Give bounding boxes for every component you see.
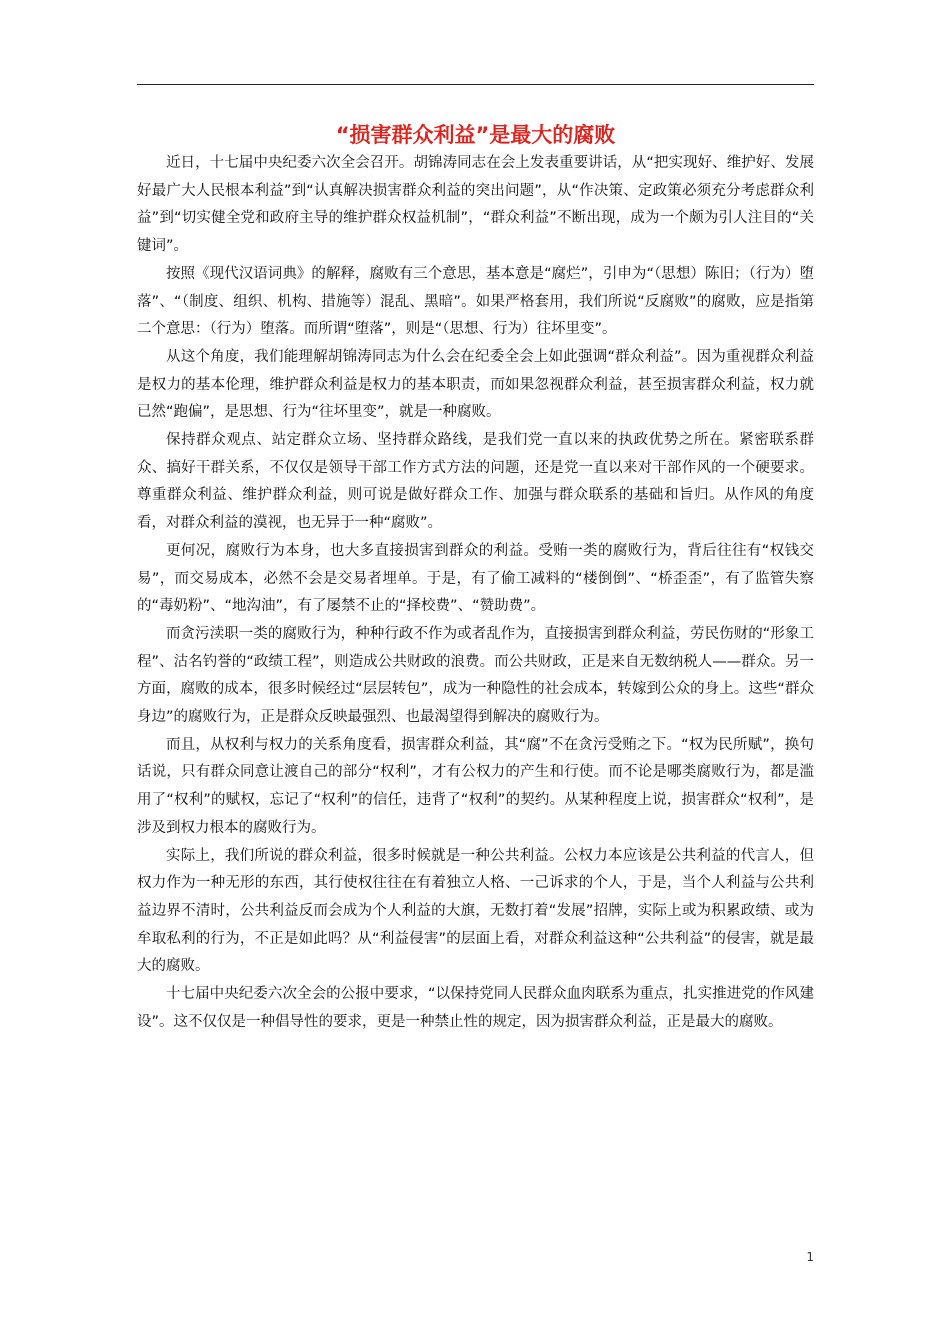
paragraph-8: 实际上，我们所说的群众利益，很多时候就是一种公共利益。公权力本应该是公共利益的代言人，但权力作为一种无形的东西，其行使权往往在有着独立人格、一己诉求的个人，于是，当个人利益与公共利益边界不清时，公共利益反而会成为个人利益的大旗，无数打着“发展”招牌，实际上或为积累政绩、或为牟取私利的行为，不正是如此吗？从“利益侵害”的层面上看，对群众利益这种“公共利益”的侵害，就是最大的腐败。 — [137, 847, 814, 975]
paragraph-6: 而贪污渎职一类的腐败行为，种种行政不作为或者乱作为，直接损害到群众利益，劳民伤财的“形象工程”、沽名钓誉的“政绩工程”，则造成公共财政的浪费。而公共财政，正是来自无数纳税人——群众。另一方面，腐败的成本，很多时候经过“层层转包”，成为一种隐性的社会成本，转嫁到公众的身上。这些“群众身边”的腐败行为，正是群众反映最强烈、也最渴望得到解决的腐败行为。 — [137, 625, 814, 726]
paragraph-1: 近日，十七届中央纪委六次全会召开。胡锦涛同志在会上发表重要讲话，从“把实现好、维护好、发展好最广大人民根本利益”到“认真解决损害群众利益的突出问题”，从“作决策、定政策必须充分考虑群众利益”到“切实健全党和政府主导的维护群众权益机制”，“群众利益”不断出现，成为一个颇为引人注目的“关键词”。 — [137, 155, 814, 255]
paragraph-3: 从这个角度，我们能理解胡锦涛同志为什么会在纪委全会上如此强调“群众利益”。因为重视群众利益是权力的基本伦理，维护群众利益是权力的基本职责，而如果忽视群众利益，甚至损害群众利益，权力就已然“跑偏”，是思想、行为“往坏里变”，就是一种腐败。 — [137, 348, 814, 421]
paragraph-4: 保持群众观点、站定群众立场、坚持群众路线，是我们党一直以来的执政优势之所在。紧密联系群众、搞好干群关系，不仅仅是领导干部工作方式方法的问题，还是党一直以来对干部作风的一个硬要求。尊重群众利益、维护群众利益，则可说是做好群众工作、加强与群众联系的基础和旨归。从作风的角度看，对群众利益的漠视，也无异于一种“腐败”。 — [137, 432, 814, 532]
document-title: “损害群众利益”是最大的腐败 — [335, 123, 616, 147]
paragraph-2: 按照《现代汉语词典》的解释，腐败有三个意思，基本意是“腐烂”，引申为“（思想）陈旧；（行为）堕落”、“（制度、组织、机构、措施等）混乱、黑暗”。如果严格套用，我们所说“反腐败”的腐败，应是指第二个意思：（行为）堕落。而所谓“堕落”，则是“（思想、行为）往坏里变”。 — [137, 265, 814, 338]
paragraph-9: 十七届中央纪委六次全会的公报中要求，“以保持党同人民群众血肉联系为重点，扎实推进党的作风建设”。这不仅仅是一种倡导性的要求，更是一种禁止性的规定，因为损害群众利益，正是最大的腐败。 — [137, 986, 814, 1030]
paragraph-7: 而且，从权利与权力的关系角度看，损害群众利益，其“腐”不在贪污受贿之下。“权为民所赋”，换句话说，只有群众同意让渡自己的部分“权利”，才有公权力的产生和行使。而不论是哪类腐败行为，都是滥用了“权利”的赋权，忘记了“权利”的信任，违背了“权利”的契约。从某种程度上说，损害群众“权利”，是涉及到权力根本的腐败行为。 — [137, 736, 814, 836]
paragraph-5: 更何况，腐败行为本身，也大多直接损害到群众的利益。受贿一类的腐败行为，背后往往有“权钱交易”，而交易成本，必然不会是交易者埋单。于是，有了偷工减料的“楼倒倒”、“桥歪歪”，有了监管失察的“毒奶粉”、“地沟油”，有了屡禁不止的“择校费”、“赞助费”。 — [137, 542, 814, 615]
document-body — [137, 150, 814, 1037]
page-number: 1 — [806, 1250, 814, 1264]
header-rule — [137, 84, 814, 85]
